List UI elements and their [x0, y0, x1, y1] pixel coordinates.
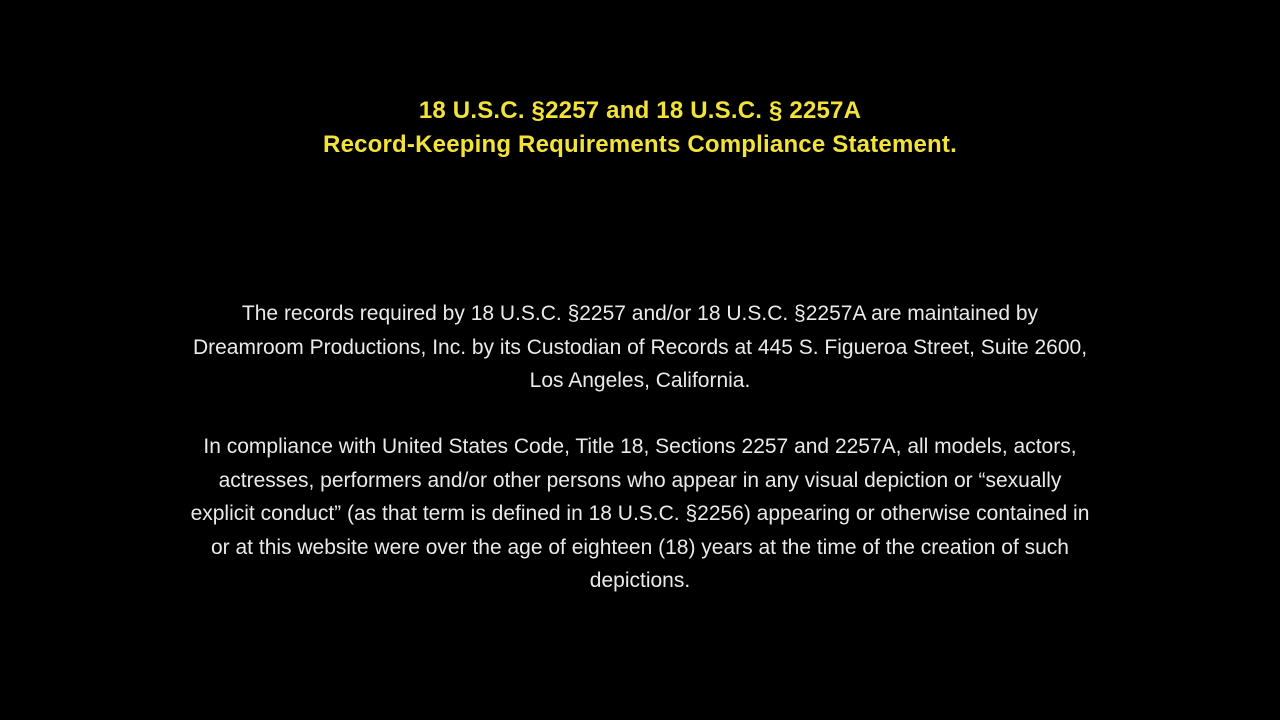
page-title-line-1: 18 U.S.C. §2257 and 18 U.S.C. § 2257A — [418, 97, 862, 124]
age-compliance-paragraph: In compliance with United States Code, Title 18, Sections 2257 and 2257A, all models, actors, actresses, performers and/or other persons who appear in any visual depiction or “sexually explicit conduct” (as that term is defined in 18 U.S.C. §2256) appearing or otherwise contained in or at this website were over the age of eighteen (18) years at the time of the creation of such depictions. — [190, 435, 1090, 592]
page-title-line-2: Record-Keeping Requirements Compliance Statement. — [323, 131, 957, 158]
records-custodian-paragraph: The records required by 18 U.S.C. §2257 and/or 18 U.S.C. §2257A are maintained by Dreamroom Productions, Inc. by its Custodian of Records at 445 S. Figueroa Street, Suite 2600, Los Angeles, California. — [192, 302, 1088, 392]
page-title — [0, 94, 1280, 162]
